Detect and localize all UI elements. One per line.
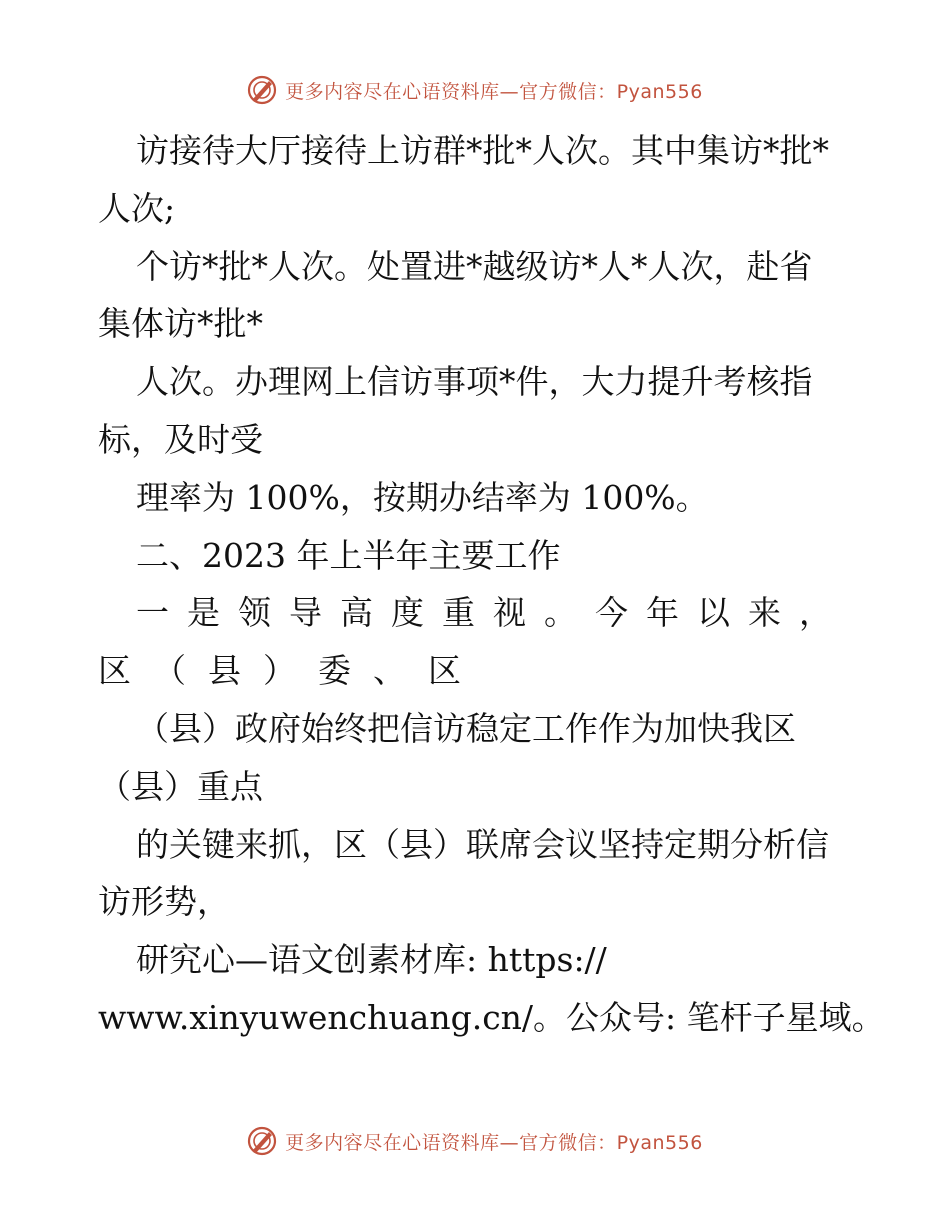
body-line: 研究心—语文创素材库: https:// — [136, 940, 607, 980]
body-line: 集体访*批* — [98, 304, 263, 344]
document-body — [98, 122, 885, 1047]
body-line: 访形势， — [98, 882, 230, 922]
pen-seal-icon — [247, 75, 277, 105]
banner-text: 更多内容尽在心语资料库—官方微信：Pyan556 — [285, 80, 703, 103]
body-line: 人次。办理网上信访事项*件，大力提升考核指 — [136, 362, 813, 402]
footer-watermark-banner — [0, 1121, 950, 1161]
body-line: 标，及时受 — [98, 419, 263, 459]
section-heading: 二、2023 年上半年主要工作 — [136, 535, 561, 575]
body-line: 访接待大厅接待上访群*批*人次。其中集访*批* — [136, 131, 829, 170]
body-line: （县）重点 — [98, 766, 263, 806]
header-watermark-banner — [0, 70, 950, 110]
body-line: （县）政府始终把信访稳定工作作为加快我区 — [136, 708, 796, 748]
body-line: www.xinyuwenchuang.cn/。公众号: 笔杆子星域。 — [98, 997, 885, 1037]
body-line: 一是领导高度重视。今年以来， — [136, 593, 850, 633]
body-line: 个访*批*人次。处置进*越级访*人*人次，赴省 — [136, 246, 813, 286]
body-line: 的关键来抓，区（县）联席会议坚持定期分析信 — [136, 824, 829, 864]
body-line: 人次; — [98, 188, 176, 228]
body-line: 理率为 100%，按期办结率为 100%。 — [136, 477, 709, 517]
pen-seal-icon — [247, 1126, 277, 1156]
banner-text: 更多内容尽在心语资料库—官方微信：Pyan556 — [285, 1131, 703, 1154]
body-line: 区（县）委、区 — [98, 651, 483, 691]
